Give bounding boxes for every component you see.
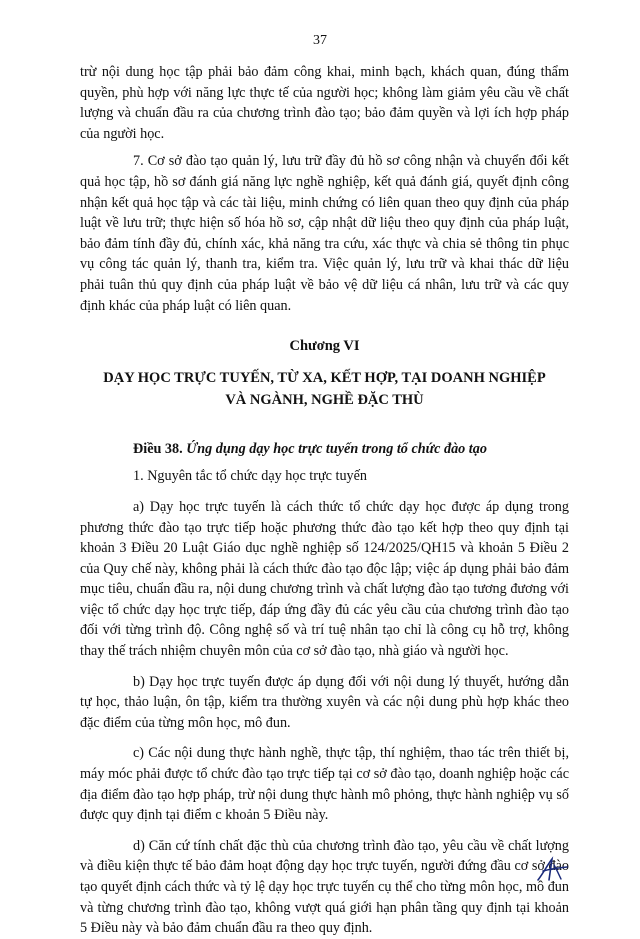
article-title: Ứng dụng dạy học trực tuyến trong tổ chức đào tạo [186,440,487,457]
point-b: b) Dạy học trực tuyến được áp dụng đối với nội dung lý thuyết, hướng dẫn tự học, thảo luận, ôn tập, kiểm tra thường xuyên và các nội dung phù hợp khác theo đặc điểm của từng môn học, mô đun. [80,673,569,731]
chapter-title-line-1: DẠY HỌC TRỰC TUYẾN, TỪ XA, KẾT HỢP, TẠI DOANH NGHIỆP [103,369,546,386]
paragraph-continuation: trừ nội dung học tập phải bảo đảm công khai, minh bạch, khách quan, đúng thẩm quyền, phù hợp với năng lực thực tế của người học; không làm giảm yêu cầu về chất lượng và chuẩn đầu ra của chương trình đào tạo; bảo đảm quyền và lợi ích hợp pháp của người học. [80,64,569,142]
point-c: c) Các nội dung thực hành nghề, thực tập, thí nghiệm, thao tác trên thiết bị, máy móc phải được tổ chức đào tạo trực tiếp tại cơ sở đào tạo, doanh nghiệp hoặc các địa điểm đào tạo hợp pháp, trừ nội dung thực hành mô phỏng, thực hành nghiệp vụ số được quy định tại điểm c khoản 5 Điều này. [80,745,569,824]
initials-signature [534,856,570,884]
chapter-label: Chương VI [289,338,360,355]
article-heading [80,439,569,460]
chapter-title-line-2: VÀ NGÀNH, NGHỀ ĐẶC THÙ [225,391,424,408]
document-body [80,62,569,939]
paragraph-clause-7: 7. Cơ sở đào tạo quản lý, lưu trữ đầy đủ hồ sơ công nhận và chuyển đổi kết quả học tập, hồ sơ đánh giá năng lực nghề nghiệp, kết quả đánh giá, quyết định công nhận kết quả học tập và các tài liệu, minh chứng có liên quan theo quy định của pháp luật về lưu trữ; thực hiện số hóa hồ sơ, cập nhật dữ liệu theo quy định của pháp luật, bảo đảm tính đầy đủ, chính xác, khả năng tra cứu, xác thực và chia sẻ thông tin phục vụ công tác quản lý, thanh tra, kiểm tra. Việc quản lý, lưu trữ và khai thác dữ liệu phải tuân thủ quy định của pháp luật về bảo vệ dữ liệu cá nhân, lưu trữ và các quy định khác của pháp luật có liên quan. [80,153,569,314]
clause-1-heading: 1. Nguyên tắc tổ chức dạy học trực tuyến [133,468,368,485]
page-number: 37 [313,33,327,48]
point-a: a) Dạy học trực tuyến là cách thức tổ chức dạy học được áp dụng trong phương thức đào tạo trực tiếp hoặc phương thức đào tạo kết hợp theo quy định tại khoản 3 Điều 20 Luật Giáo dục nghề nghiệp số 124/2025/QH15 và khoản 5 Điều 2 của Quy chế này, không phải là cách thức đào tạo độc lập; việc áp dụng phải bảo đảm mục tiêu, chuẩn đầu ra, nội dung chương trình và chất lượng đào tạo tương đương với việc tổ chức dạy học trực tiếp, đáp ứng đầy đủ các yêu cầu của chương trình đào tạo đối với từng trình độ. Công nghệ số và trí tuệ nhân tạo chỉ là công cụ hỗ trợ, không thay thế trách nhiệm chuyên môn của cơ sở đào tạo, nhà giáo và người học. [80,498,569,660]
point-d: d) Căn cứ tính chất đặc thù của chương trình đào tạo, yêu cầu về chất lượng và điều kiện thực tế bảo đảm hoạt động dạy học trực tuyến, người đứng đầu cơ sở đào tạo quyết định cách thức và tỷ lệ dạy học trực tuyến cụ thể cho từng môn học, mô đun và từng chương trình đào tạo, không vượt quá giới hạn phân tầng quy định tại khoản 5 Điều này và bảo đảm chuẩn đầu ra theo quy định. [80,837,569,937]
chapter-title [80,367,569,411]
article-number: Điều 38. [133,440,183,457]
